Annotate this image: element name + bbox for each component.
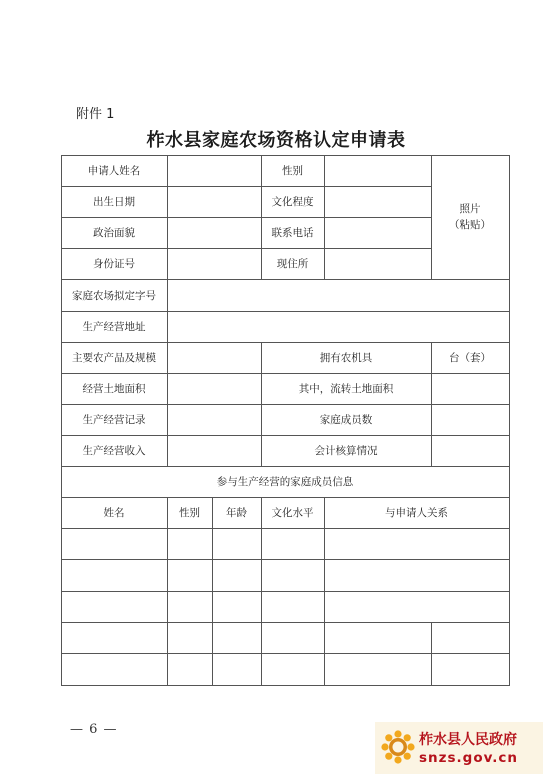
application-form-table bbox=[61, 155, 510, 686]
table-rule bbox=[61, 559, 510, 560]
table-rule bbox=[167, 342, 168, 466]
label-phone: 联系电话 bbox=[271, 227, 314, 239]
table-rule bbox=[167, 279, 168, 342]
photo-label: 照片 bbox=[459, 203, 481, 215]
table-rule bbox=[61, 622, 510, 623]
header-member-education: 文化水平 bbox=[271, 507, 314, 519]
label-income: 生产经营收入 bbox=[82, 445, 146, 457]
label-education: 文化程度 bbox=[271, 196, 314, 208]
label-machinery-unit: 台（套） bbox=[449, 352, 491, 364]
header-member-relation: 与申请人关系 bbox=[385, 507, 448, 519]
label-business-address: 生产经营地址 bbox=[82, 321, 146, 333]
label-applicant-name: 申请人姓名 bbox=[87, 165, 141, 177]
page-number: — 6 — bbox=[70, 722, 118, 737]
table-rule bbox=[61, 591, 510, 592]
table-rule bbox=[61, 528, 510, 529]
attachment-label: 附件 1 bbox=[76, 107, 115, 122]
table-rule bbox=[61, 653, 510, 654]
table-border-bottom bbox=[61, 685, 510, 686]
label-family-members-count: 家庭成员数 bbox=[319, 414, 373, 426]
sunflower-logo-icon bbox=[381, 730, 415, 764]
label-address: 现住所 bbox=[276, 258, 309, 270]
header-member-name: 姓名 bbox=[103, 507, 125, 519]
table-rule bbox=[324, 155, 325, 279]
table-border-right bbox=[509, 155, 510, 686]
label-transferred-land: 其中，流转土地面积 bbox=[298, 383, 394, 395]
brand-name: 柞水县人民政府 bbox=[419, 732, 517, 748]
header-member-age: 年龄 bbox=[226, 507, 247, 519]
label-political-status: 政治面貌 bbox=[93, 227, 135, 239]
header-member-gender: 性别 bbox=[179, 507, 200, 519]
table-rule bbox=[167, 155, 168, 279]
label-production-records: 生产经营记录 bbox=[82, 414, 146, 426]
photo-area bbox=[431, 155, 509, 279]
label-birth-date: 出生日期 bbox=[93, 196, 135, 208]
label-id-number: 身份证号 bbox=[93, 258, 135, 270]
brand-url: snzs.gov.cn bbox=[419, 750, 519, 766]
label-farm-name: 家庭农场拟定字号 bbox=[72, 289, 156, 302]
label-main-products: 主要农产品及规模 bbox=[72, 352, 156, 364]
government-watermark bbox=[375, 722, 543, 774]
label-accounting: 会计核算情况 bbox=[314, 445, 378, 457]
photo-paste-label: （粘贴） bbox=[449, 219, 491, 231]
label-gender: 性别 bbox=[282, 165, 303, 177]
label-machinery: 拥有农机具 bbox=[319, 352, 373, 364]
members-section-title: 参与生产经营的家庭成员信息 bbox=[216, 476, 354, 488]
table-rule bbox=[431, 622, 432, 685]
page-title: 柞水县家庭农场资格认定申请表 bbox=[146, 130, 406, 151]
label-land-area: 经营土地面积 bbox=[82, 383, 146, 395]
